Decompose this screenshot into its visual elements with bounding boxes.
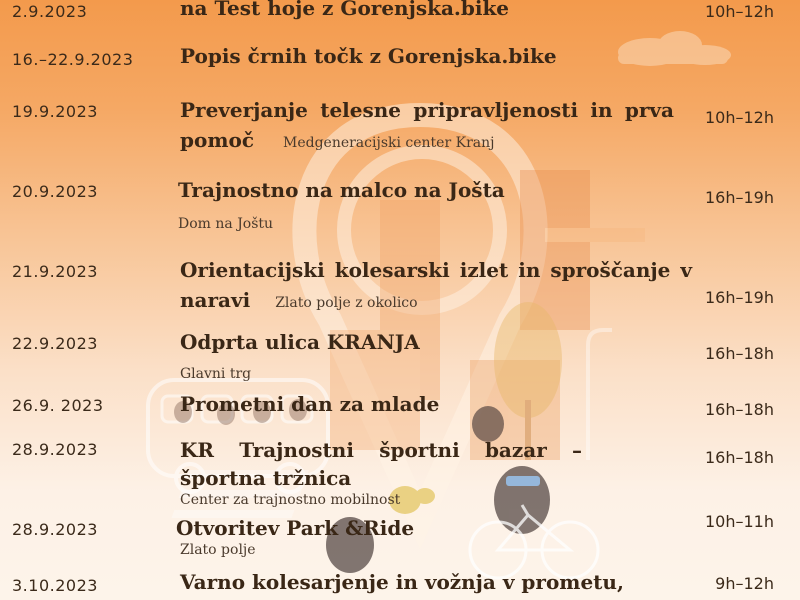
event-title-line2-text: pomoč	[180, 128, 255, 152]
event-date: 21.9.2023	[12, 262, 98, 281]
event-title: Popis črnih točk z Gorenjska.bike	[180, 44, 557, 68]
event-date: 3.10.2023	[12, 576, 98, 595]
event-location: Medgeneracijski center Kranj	[282, 135, 495, 151]
event-title-line1: KR Trajnostni športni bazar –	[180, 438, 582, 462]
event-title-line2	[180, 286, 418, 317]
event-time: 16h–18h	[705, 400, 774, 419]
event-time: 16h–19h	[705, 188, 774, 207]
event-date: 28.9.2023	[12, 440, 98, 459]
event-title: Otvoritev Park &Ride	[176, 516, 415, 540]
event-time: 10h–11h	[705, 512, 774, 531]
event-title-line1: Orientacijski kolesarski izlet in sproščanje v	[180, 258, 692, 282]
event-time: 10h–12h	[705, 108, 774, 127]
event-time: 10h–12h	[705, 2, 774, 21]
event-location: Zlato polje	[180, 542, 256, 558]
event-date: 2.9.2023	[12, 2, 88, 21]
event-time: 16h–18h	[705, 344, 774, 363]
event-title: Varno kolesarjenje in vožnja v prometu,	[180, 570, 624, 594]
event-title: Prometni dan za mlade	[180, 392, 440, 416]
event-title-line2-text: naravi	[180, 288, 251, 312]
event-location: Zlato polje z okolico	[275, 295, 418, 311]
event-time: 16h–18h	[705, 448, 774, 467]
event-location: Dom na Joštu	[178, 216, 274, 232]
event-date: 20.9.2023	[12, 182, 98, 201]
event-date: 19.9.2023	[12, 102, 98, 121]
event-title: Trajnostno na malco na Jošta	[178, 178, 505, 202]
event-location: Center za trajnostno mobilnost	[180, 492, 401, 508]
event-date: 22.9.2023	[12, 334, 98, 353]
event-title-line2	[180, 126, 494, 157]
event-time: 9h–12h	[715, 574, 774, 593]
event-location: Glavni trg	[180, 366, 252, 382]
event-title-line1: Preverjanje telesne pripravljenosti in prva	[180, 98, 674, 122]
event-date: 26.9. 2023	[12, 396, 104, 415]
event-title: Odprta ulica KRANJA	[180, 330, 420, 354]
event-time: 16h–19h	[705, 288, 774, 307]
event-date: 16.–22.9.2023	[12, 50, 134, 69]
event-date: 28.9.2023	[12, 520, 98, 539]
event-title-line2: športna tržnica	[180, 466, 352, 490]
event-title: na Test hoje z Gorenjska.bike	[180, 0, 510, 20]
